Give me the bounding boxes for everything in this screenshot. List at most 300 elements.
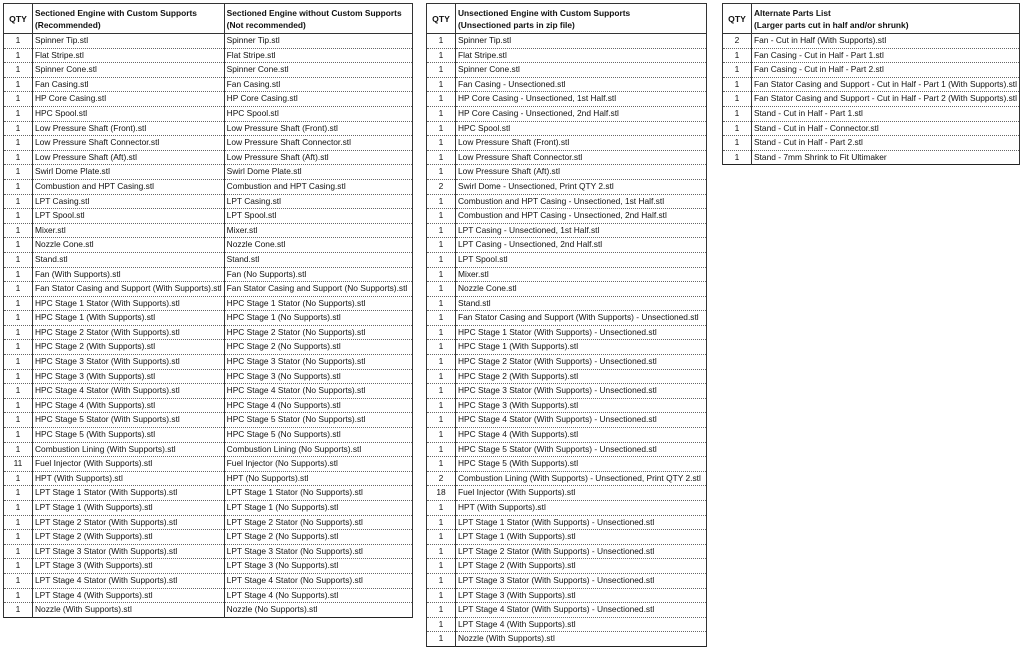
table-row xyxy=(4,48,413,63)
qty-cell: 1 xyxy=(427,136,456,151)
table-row xyxy=(4,457,413,472)
part-file-cell: HPC Stage 4 (With Supports).stl xyxy=(33,398,225,413)
part-file-cell: Low Pressure Shaft Connector.stl xyxy=(456,150,707,165)
table-row xyxy=(427,355,707,370)
part-file-cell: Spinner Tip.stl xyxy=(456,34,707,49)
part-file-cell: Mixer.stl xyxy=(456,267,707,282)
qty-header: QTY xyxy=(427,4,456,34)
qty-cell: 1 xyxy=(427,92,456,107)
part-file-cell: LPT Stage 3 Stator (With Supports) - Unsectioned.stl xyxy=(456,573,707,588)
part-file-cell: HPT (No Supports).stl xyxy=(224,471,412,486)
part-file-cell: Stand - Cut in Half - Connector.stl xyxy=(752,121,1020,136)
part-file-cell: Low Pressure Shaft (Aft).stl xyxy=(224,150,412,165)
qty-cell: 1 xyxy=(723,136,752,151)
qty-cell: 1 xyxy=(4,150,33,165)
qty-cell: 1 xyxy=(427,165,456,180)
sectioned-without-supports-header xyxy=(224,4,412,34)
qty-cell: 1 xyxy=(4,340,33,355)
part-file-cell: LPT Stage 3 Stator (No Supports).stl xyxy=(224,544,412,559)
table-row xyxy=(427,223,707,238)
part-file-cell: Fan Stator Casing and Support - Cut in Half - Part 1 (With Supports).stl xyxy=(752,77,1020,92)
table-row xyxy=(4,486,413,501)
table-row xyxy=(427,296,707,311)
part-file-cell: Fan - Cut in Half (With Supports).stl xyxy=(752,34,1020,49)
table-header-row xyxy=(4,4,413,34)
qty-cell: 1 xyxy=(427,282,456,297)
part-file-cell: HP Core Casing.stl xyxy=(224,92,412,107)
qty-cell: 1 xyxy=(4,63,33,78)
header-title: Sectioned Engine without Custom Supports xyxy=(226,7,402,18)
part-file-cell: LPT Stage 3 (No Supports).stl xyxy=(224,559,412,574)
table-row xyxy=(4,282,413,297)
qty-cell: 1 xyxy=(4,325,33,340)
table-row xyxy=(427,150,707,165)
table-row xyxy=(427,559,707,574)
table-row xyxy=(427,632,707,647)
table-row xyxy=(723,136,1020,151)
part-file-cell: HPT (With Supports).stl xyxy=(33,471,225,486)
qty-cell: 1 xyxy=(4,398,33,413)
table-row xyxy=(4,501,413,516)
part-file-cell: Low Pressure Shaft (Front).stl xyxy=(456,136,707,151)
part-file-cell: LPT Stage 3 Stator (With Supports).stl xyxy=(33,544,225,559)
part-file-cell: Spinner Cone.stl xyxy=(224,63,412,78)
table-row xyxy=(4,136,413,151)
qty-cell: 1 xyxy=(4,442,33,457)
part-file-cell: Combustion and HPT Casing.stl xyxy=(33,179,225,194)
unsectioned-parts-rows xyxy=(427,34,707,647)
part-file-cell: Low Pressure Shaft (Aft).stl xyxy=(33,150,225,165)
part-file-cell: LPT Spool.stl xyxy=(456,252,707,267)
part-file-cell: Mixer.stl xyxy=(224,223,412,238)
table-row xyxy=(4,355,413,370)
table-row xyxy=(427,194,707,209)
qty-cell: 2 xyxy=(427,471,456,486)
table-row xyxy=(4,296,413,311)
table-row xyxy=(4,252,413,267)
part-file-cell: HPC Stage 2 (No Supports).stl xyxy=(224,340,412,355)
part-file-cell: LPT Spool.stl xyxy=(33,209,225,224)
table-row xyxy=(4,530,413,545)
part-file-cell: Stand.stl xyxy=(33,252,225,267)
qty-cell: 1 xyxy=(4,603,33,618)
part-file-cell: Low Pressure Shaft (Front).stl xyxy=(224,121,412,136)
part-file-cell: HPC Stage 3 Stator (No Supports).stl xyxy=(224,355,412,370)
qty-cell: 1 xyxy=(4,121,33,136)
qty-cell: 1 xyxy=(4,34,33,49)
part-file-cell: LPT Stage 2 (No Supports).stl xyxy=(224,530,412,545)
table-row xyxy=(427,428,707,443)
qty-cell: 1 xyxy=(4,296,33,311)
table-row xyxy=(427,530,707,545)
qty-cell: 1 xyxy=(427,223,456,238)
qty-cell: 1 xyxy=(427,369,456,384)
part-file-cell: LPT Stage 4 Stator (With Supports) - Unsectioned.stl xyxy=(456,603,707,618)
table-row xyxy=(723,77,1020,92)
table-row xyxy=(4,515,413,530)
qty-cell: 1 xyxy=(427,121,456,136)
qty-cell: 1 xyxy=(4,428,33,443)
part-file-cell: Stand.stl xyxy=(456,296,707,311)
part-file-cell: HPC Stage 1 Stator (No Supports).stl xyxy=(224,296,412,311)
qty-cell: 1 xyxy=(427,77,456,92)
part-file-cell: Fuel Injector (With Supports).stl xyxy=(33,457,225,472)
header-title: Sectioned Engine with Custom Supports xyxy=(35,7,197,18)
part-file-cell: Stand - Cut in Half - Part 2.stl xyxy=(752,136,1020,151)
qty-cell: 1 xyxy=(427,632,456,647)
unsectioned-parts-table xyxy=(426,3,707,647)
part-file-cell: Low Pressure Shaft Connector.stl xyxy=(33,136,225,151)
table-row xyxy=(4,121,413,136)
table-row xyxy=(427,165,707,180)
qty-cell: 1 xyxy=(4,311,33,326)
part-file-cell: LPT Stage 4 (With Supports).stl xyxy=(456,617,707,632)
table-row xyxy=(427,515,707,530)
table-row xyxy=(427,413,707,428)
part-file-cell: Fan (With Supports).stl xyxy=(33,267,225,282)
table-row xyxy=(427,121,707,136)
qty-cell: 1 xyxy=(427,238,456,253)
part-file-cell: Fan Casing - Cut in Half - Part 2.stl xyxy=(752,63,1020,78)
qty-cell: 1 xyxy=(427,530,456,545)
qty-cell: 1 xyxy=(427,617,456,632)
qty-cell: 1 xyxy=(427,252,456,267)
table-row xyxy=(4,165,413,180)
part-file-cell: HPC Stage 2 Stator (With Supports) - Unsectioned.stl xyxy=(456,355,707,370)
table-row xyxy=(4,223,413,238)
table-row xyxy=(4,106,413,121)
part-file-cell: Fan Stator Casing and Support (With Supports) - Unsectioned.stl xyxy=(456,311,707,326)
part-file-cell: HPC Stage 5 Stator (With Supports).stl xyxy=(33,413,225,428)
part-file-cell: LPT Stage 2 Stator (With Supports) - Unsectioned.stl xyxy=(456,544,707,559)
part-file-cell: Fan Casing - Cut in Half - Part 1.stl xyxy=(752,48,1020,63)
qty-cell: 1 xyxy=(427,325,456,340)
qty-cell: 1 xyxy=(427,442,456,457)
qty-header: QTY xyxy=(4,4,33,34)
part-file-cell: Combustion Lining (With Supports) - Unsectioned, Print QTY 2.stl xyxy=(456,471,707,486)
qty-cell: 1 xyxy=(4,573,33,588)
table-row xyxy=(4,398,413,413)
qty-cell: 1 xyxy=(427,398,456,413)
qty-cell: 1 xyxy=(427,428,456,443)
table-row xyxy=(4,544,413,559)
qty-cell: 1 xyxy=(427,311,456,326)
part-file-cell: HPC Stage 1 (With Supports).stl xyxy=(456,340,707,355)
table-row xyxy=(4,63,413,78)
part-file-cell: HPC Stage 2 Stator (With Supports).stl xyxy=(33,325,225,340)
table-row xyxy=(427,398,707,413)
part-file-cell: Spinner Cone.stl xyxy=(456,63,707,78)
part-file-cell: Nozzle (With Supports).stl xyxy=(33,603,225,618)
table-row xyxy=(4,267,413,282)
table-row xyxy=(4,369,413,384)
sectioned-parts-rows xyxy=(4,34,413,618)
part-file-cell: HPC Stage 5 Stator (With Supports) - Unsectioned.stl xyxy=(456,442,707,457)
part-file-cell: LPT Stage 4 (With Supports).stl xyxy=(33,588,225,603)
part-file-cell: HPC Stage 4 Stator (With Supports).stl xyxy=(33,384,225,399)
table-row xyxy=(427,282,707,297)
table-row xyxy=(4,325,413,340)
part-file-cell: HPC Stage 5 (With Supports).stl xyxy=(456,457,707,472)
table-header-row xyxy=(723,4,1020,34)
qty-cell: 1 xyxy=(4,515,33,530)
alternate-parts-header xyxy=(752,4,1020,34)
qty-cell: 11 xyxy=(4,457,33,472)
table-row xyxy=(4,573,413,588)
table-row xyxy=(4,471,413,486)
part-file-cell: Swirl Dome Plate.stl xyxy=(224,165,412,180)
qty-cell: 1 xyxy=(427,355,456,370)
part-file-cell: Combustion Lining (No Supports).stl xyxy=(224,442,412,457)
table-row xyxy=(427,63,707,78)
table-row xyxy=(427,209,707,224)
table-row xyxy=(427,77,707,92)
qty-cell: 1 xyxy=(427,63,456,78)
sectioned-parts-table xyxy=(3,3,413,618)
part-file-cell: Combustion and HPT Casing - Unsectioned, 1st Half.stl xyxy=(456,194,707,209)
table-row xyxy=(4,150,413,165)
part-file-cell: Nozzle Cone.stl xyxy=(456,282,707,297)
qty-cell: 1 xyxy=(427,296,456,311)
part-file-cell: HPC Stage 3 (No Supports).stl xyxy=(224,369,412,384)
qty-cell: 1 xyxy=(723,48,752,63)
part-file-cell: HPC Spool.stl xyxy=(33,106,225,121)
part-file-cell: HPC Stage 1 Stator (With Supports).stl xyxy=(33,296,225,311)
part-file-cell: Fan Casing - Unsectioned.stl xyxy=(456,77,707,92)
qty-cell: 1 xyxy=(4,179,33,194)
qty-cell: 1 xyxy=(4,544,33,559)
table-row xyxy=(427,544,707,559)
part-file-cell: LPT Stage 4 (No Supports).stl xyxy=(224,588,412,603)
table-row xyxy=(723,92,1020,107)
qty-cell: 1 xyxy=(4,486,33,501)
part-file-cell: Low Pressure Shaft Connector.stl xyxy=(224,136,412,151)
table-row xyxy=(4,238,413,253)
header-title: Unsectioned Engine with Custom Supports xyxy=(458,7,631,18)
table-row xyxy=(4,588,413,603)
part-file-cell: HP Core Casing - Unsectioned, 2nd Half.stl xyxy=(456,106,707,121)
table-row xyxy=(427,325,707,340)
part-file-cell: Spinner Cone.stl xyxy=(33,63,225,78)
qty-cell: 18 xyxy=(427,486,456,501)
table-row xyxy=(4,413,413,428)
qty-cell: 1 xyxy=(427,457,456,472)
qty-cell: 1 xyxy=(723,150,752,165)
table-row xyxy=(427,311,707,326)
part-file-cell: Mixer.stl xyxy=(33,223,225,238)
table-row xyxy=(427,617,707,632)
qty-cell: 1 xyxy=(4,559,33,574)
qty-cell: 1 xyxy=(4,48,33,63)
part-file-cell: HPC Stage 1 (No Supports).stl xyxy=(224,311,412,326)
part-file-cell: LPT Stage 1 (With Supports).stl xyxy=(33,501,225,516)
part-file-cell: HPC Stage 2 (With Supports).stl xyxy=(33,340,225,355)
part-file-cell: LPT Stage 4 Stator (With Supports).stl xyxy=(33,573,225,588)
part-file-cell: LPT Casing.stl xyxy=(33,194,225,209)
table-row xyxy=(723,48,1020,63)
qty-cell: 1 xyxy=(723,121,752,136)
part-file-cell: HPC Stage 1 (With Supports).stl xyxy=(33,311,225,326)
qty-cell: 1 xyxy=(4,501,33,516)
table-row xyxy=(4,442,413,457)
part-file-cell: Swirl Dome - Unsectioned, Print QTY 2.stl xyxy=(456,179,707,194)
qty-cell: 1 xyxy=(427,501,456,516)
qty-cell: 1 xyxy=(4,223,33,238)
qty-cell: 1 xyxy=(4,194,33,209)
part-file-cell: LPT Casing - Unsectioned, 1st Half.stl xyxy=(456,223,707,238)
part-file-cell: LPT Stage 3 (With Supports).stl xyxy=(456,588,707,603)
qty-cell: 1 xyxy=(427,413,456,428)
header-subtitle: (Not recommended) xyxy=(226,19,306,30)
part-file-cell: HPC Stage 5 (No Supports).stl xyxy=(224,428,412,443)
part-file-cell: Low Pressure Shaft (Aft).stl xyxy=(456,165,707,180)
qty-cell: 1 xyxy=(427,573,456,588)
table-row xyxy=(427,340,707,355)
qty-cell: 1 xyxy=(4,355,33,370)
table-row xyxy=(4,603,413,618)
part-file-cell: Nozzle Cone.stl xyxy=(224,238,412,253)
part-file-cell: HPC Spool.stl xyxy=(224,106,412,121)
part-file-cell: Spinner Tip.stl xyxy=(33,34,225,49)
part-file-cell: LPT Stage 1 (With Supports).stl xyxy=(456,530,707,545)
table-row xyxy=(427,238,707,253)
table-row xyxy=(427,92,707,107)
qty-cell: 1 xyxy=(4,530,33,545)
table-row xyxy=(723,106,1020,121)
table-row xyxy=(4,340,413,355)
part-file-cell: HPC Stage 2 (With Supports).stl xyxy=(456,369,707,384)
part-file-cell: LPT Stage 4 Stator (No Supports).stl xyxy=(224,573,412,588)
unsectioned-header xyxy=(456,4,707,34)
qty-cell: 1 xyxy=(427,559,456,574)
part-file-cell: LPT Stage 1 Stator (With Supports) - Unsectioned.stl xyxy=(456,515,707,530)
part-file-cell: Fan Stator Casing and Support (No Supports).stl xyxy=(224,282,412,297)
part-file-cell: Flat Stripe.stl xyxy=(456,48,707,63)
qty-cell: 1 xyxy=(427,340,456,355)
qty-cell: 1 xyxy=(427,603,456,618)
table-row xyxy=(723,150,1020,165)
table-row xyxy=(4,559,413,574)
part-file-cell: Spinner Tip.stl xyxy=(224,34,412,49)
table-row xyxy=(427,384,707,399)
part-file-cell: Flat Stripe.stl xyxy=(33,48,225,63)
part-file-cell: Fuel Injector (With Supports).stl xyxy=(456,486,707,501)
part-file-cell: HPC Stage 4 Stator (With Supports) - Unsectioned.stl xyxy=(456,413,707,428)
qty-cell: 1 xyxy=(427,267,456,282)
table-row xyxy=(427,486,707,501)
sectioned-with-supports-header xyxy=(33,4,225,34)
part-file-cell: LPT Stage 3 (With Supports).stl xyxy=(33,559,225,574)
qty-cell: 1 xyxy=(4,413,33,428)
qty-cell: 1 xyxy=(427,150,456,165)
table-row xyxy=(427,603,707,618)
qty-cell: 1 xyxy=(4,136,33,151)
part-file-cell: Fan Stator Casing and Support - Cut in Half - Part 2 (With Supports).stl xyxy=(752,92,1020,107)
qty-cell: 1 xyxy=(723,63,752,78)
qty-header: QTY xyxy=(723,4,752,34)
part-file-cell: Stand - Cut in Half - Part 1.stl xyxy=(752,106,1020,121)
table-row xyxy=(4,77,413,92)
part-file-cell: Fan Casing.stl xyxy=(224,77,412,92)
header-subtitle: (Recommended) xyxy=(35,19,101,30)
qty-cell: 1 xyxy=(427,384,456,399)
qty-cell: 1 xyxy=(427,209,456,224)
table-row xyxy=(427,48,707,63)
part-file-cell: Flat Stripe.stl xyxy=(224,48,412,63)
table-row xyxy=(427,588,707,603)
part-file-cell: Combustion and HPT Casing - Unsectioned, 2nd Half.stl xyxy=(456,209,707,224)
header-title: Alternate Parts List xyxy=(754,7,831,18)
table-header-row xyxy=(427,4,707,34)
table-row xyxy=(4,311,413,326)
part-file-cell: HP Core Casing.stl xyxy=(33,92,225,107)
qty-cell: 1 xyxy=(427,588,456,603)
qty-cell: 1 xyxy=(427,34,456,49)
part-file-cell: LPT Spool.stl xyxy=(224,209,412,224)
table-row xyxy=(427,136,707,151)
table-row xyxy=(4,428,413,443)
qty-cell: 1 xyxy=(4,384,33,399)
qty-cell: 2 xyxy=(427,179,456,194)
table-row xyxy=(427,252,707,267)
table-row xyxy=(4,194,413,209)
table-row xyxy=(4,92,413,107)
part-file-cell: Combustion and HPT Casing.stl xyxy=(224,179,412,194)
table-row xyxy=(427,501,707,516)
table-row xyxy=(427,106,707,121)
table-row xyxy=(427,34,707,49)
part-file-cell: HP Core Casing - Unsectioned, 1st Half.stl xyxy=(456,92,707,107)
qty-cell: 1 xyxy=(4,77,33,92)
part-file-cell: HPC Stage 3 Stator (With Supports) - Unsectioned.stl xyxy=(456,384,707,399)
table-row xyxy=(4,179,413,194)
qty-cell: 1 xyxy=(4,92,33,107)
alternate-parts-rows xyxy=(723,34,1020,165)
qty-cell: 1 xyxy=(4,369,33,384)
part-file-cell: Nozzle Cone.stl xyxy=(33,238,225,253)
qty-cell: 1 xyxy=(427,106,456,121)
part-file-cell: LPT Casing - Unsectioned, 2nd Half.stl xyxy=(456,238,707,253)
part-file-cell: HPC Stage 2 Stator (No Supports).stl xyxy=(224,325,412,340)
part-file-cell: Stand.stl xyxy=(224,252,412,267)
table-row xyxy=(427,457,707,472)
table-row xyxy=(427,369,707,384)
part-file-cell: Combustion Lining (With Supports).stl xyxy=(33,442,225,457)
part-file-cell: Nozzle (With Supports).stl xyxy=(456,632,707,647)
table-row xyxy=(4,209,413,224)
qty-cell: 1 xyxy=(4,209,33,224)
part-file-cell: LPT Stage 2 Stator (With Supports).stl xyxy=(33,515,225,530)
qty-cell: 1 xyxy=(4,252,33,267)
part-file-cell: HPC Stage 3 (With Supports).stl xyxy=(33,369,225,384)
header-subtitle: (Larger parts cut in half and/or shrunk) xyxy=(754,19,909,30)
part-file-cell: HPC Stage 5 (With Supports).stl xyxy=(33,428,225,443)
table-row xyxy=(723,121,1020,136)
table-row xyxy=(723,63,1020,78)
qty-cell: 1 xyxy=(4,471,33,486)
part-file-cell: HPT (With Supports).stl xyxy=(456,501,707,516)
table-row xyxy=(427,442,707,457)
qty-cell: 1 xyxy=(723,77,752,92)
table-row xyxy=(723,34,1020,49)
part-file-cell: Stand - 7mm Shrink to Fit Ultimaker xyxy=(752,150,1020,165)
part-file-cell: Fan (No Supports).stl xyxy=(224,267,412,282)
part-file-cell: HPC Stage 4 Stator (No Supports).stl xyxy=(224,384,412,399)
qty-cell: 2 xyxy=(723,34,752,49)
table-row xyxy=(427,573,707,588)
part-file-cell: Fan Stator Casing and Support (With Supports).stl xyxy=(33,282,225,297)
part-file-cell: LPT Casing.stl xyxy=(224,194,412,209)
